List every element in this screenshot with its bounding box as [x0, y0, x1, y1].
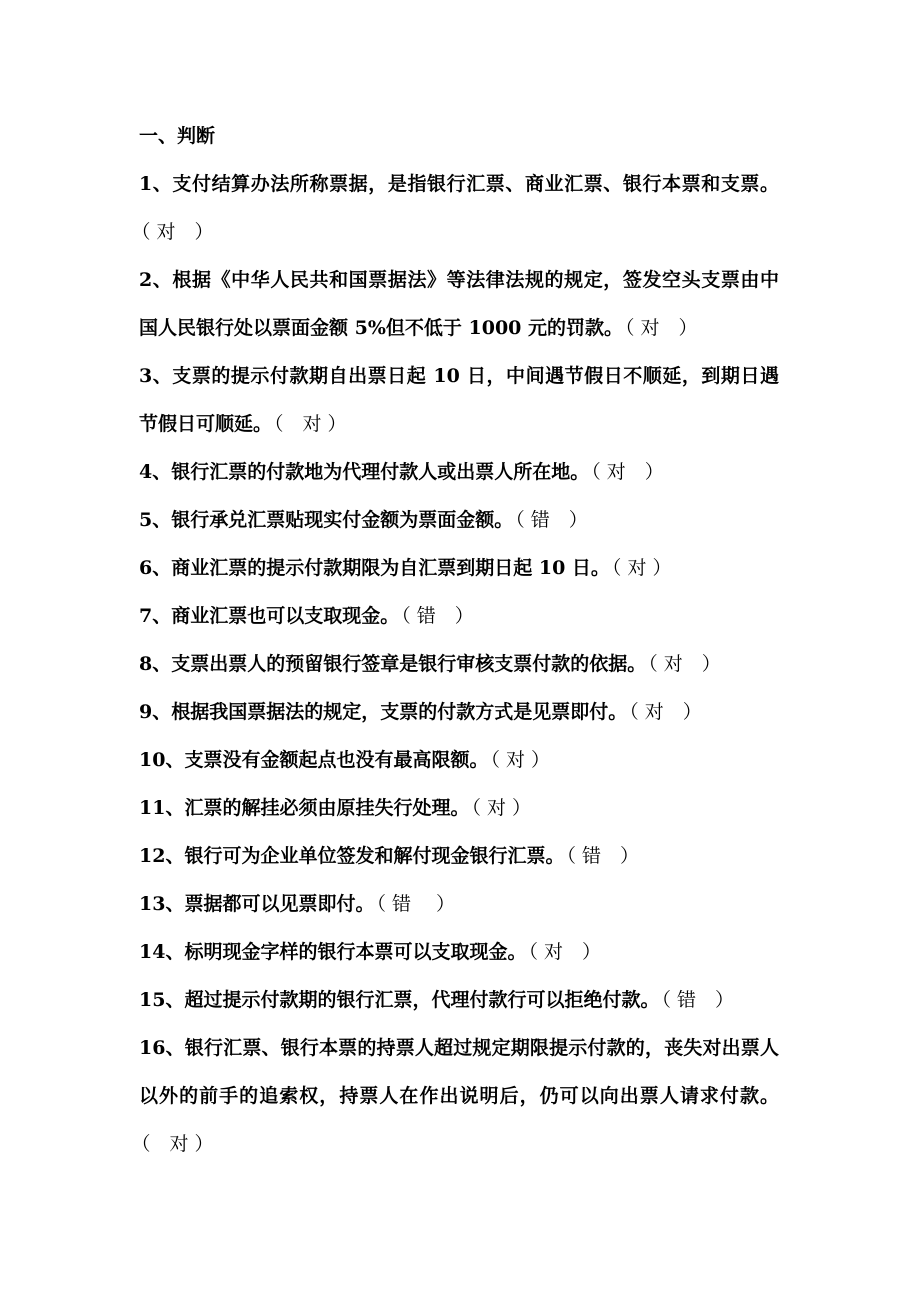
answer-mark: （ 错 ） [401, 605, 474, 627]
question-text: 银行汇票、银行本票的持票人超过规定期限提示付款的，丧失对出票人以外的前手的追索权，持票人在作出说明后，仍可以向出票人请求付款。 [139, 1037, 779, 1107]
document-content [139, 112, 779, 1168]
question-item [139, 160, 779, 256]
question-number: 8、 [139, 653, 172, 675]
question-item [139, 352, 779, 448]
question-number: 3、 [139, 365, 173, 387]
question-number: 2、 [139, 269, 173, 291]
question-text: 标明现金字样的银行本票可以支取现金。 [184, 941, 527, 963]
answer-mark: （ 对 ） [490, 749, 551, 771]
answer-mark: （ 对 ） [471, 797, 532, 819]
question-text: 银行汇票的付款地为代理付款人或出票人所在地。 [171, 461, 590, 483]
question-number: 5、 [139, 509, 172, 531]
question-item [139, 592, 779, 640]
question-item [139, 736, 779, 784]
question-text: 根据我国票据法的规定，支票的付款方式是见票即付。 [171, 701, 628, 723]
answer-mark: （ 错 ） [376, 893, 456, 915]
question-number: 12、 [139, 845, 185, 867]
answer-mark: （ 对 ） [141, 221, 214, 243]
question-number: 15、 [139, 989, 185, 1011]
question-number: 13、 [139, 893, 185, 915]
answer-mark: （ 对 ） [611, 557, 672, 579]
answer-mark: （ 对 ） [591, 461, 664, 483]
question-number: 4、 [139, 461, 172, 483]
question-item [139, 448, 779, 496]
question-text: 支票的提示付款期自出票日起 10 日，中间遇节假日不顺延，到期日遇节假日可顺延。 [139, 365, 779, 435]
question-item [139, 544, 779, 592]
question-number: 10、 [139, 749, 185, 771]
question-text: 银行可为企业单位签发和解付现金银行汇票。 [184, 845, 565, 867]
question-item [139, 928, 779, 976]
section-title: 一、判断 [139, 125, 216, 147]
question-number: 16、 [139, 1037, 185, 1059]
question-number: 1、 [139, 173, 173, 195]
question-number: 7、 [139, 605, 172, 627]
question-item [139, 496, 779, 544]
question-text: 商业汇票的提示付款期限为自汇票到期日起 10 日。 [171, 557, 610, 579]
question-text: 支票没有金额起点也没有最高限额。 [184, 749, 489, 771]
question-text: 票据都可以见票即付。 [184, 893, 375, 915]
answer-mark: （ 错 ） [515, 509, 588, 531]
question-text: 商业汇票也可以支取现金。 [171, 605, 400, 627]
question-text: 根据《中华人民共和国票据法》等法律法规的规定，签发空头支票由中国人民银行处以票面金额 5%但不低于 1000 元的罚款。 [139, 269, 779, 339]
question-item [139, 640, 779, 688]
question-item [139, 688, 779, 736]
question-text: 支票出票人的预留银行签章是银行审核支票付款的依据。 [171, 653, 647, 675]
answer-mark: （ 对 ） [625, 317, 698, 339]
answer-mark: （ 对 ） [629, 701, 702, 723]
question-item [139, 976, 779, 1024]
question-item [139, 880, 779, 928]
question-item [139, 256, 779, 352]
question-text: 汇票的解挂必须由原挂失行处理。 [184, 797, 470, 819]
question-item [139, 832, 779, 880]
question-item [139, 784, 779, 832]
question-number: 9、 [139, 701, 172, 723]
question-number: 11、 [139, 797, 185, 819]
question-item [139, 1024, 779, 1168]
question-list [139, 160, 779, 1168]
answer-mark: （ 对 ） [274, 413, 347, 435]
answer-mark: （ 错 ） [661, 989, 735, 1011]
question-text: 支付结算办法所称票据，是指银行汇票、商业汇票、银行本票和支票。 [172, 173, 779, 195]
answer-mark: （ 对 ） [141, 1133, 214, 1155]
question-text: 银行承兑汇票贴现实付金额为票面金额。 [171, 509, 514, 531]
question-number: 14、 [139, 941, 185, 963]
question-number: 6、 [139, 557, 172, 579]
answer-mark: （ 对 ） [648, 653, 721, 675]
answer-mark: （ 对 ） [528, 941, 602, 963]
answer-mark: （ 错 ） [566, 845, 640, 867]
question-text: 超过提示付款期的银行汇票，代理付款行可以拒绝付款。 [184, 989, 660, 1011]
